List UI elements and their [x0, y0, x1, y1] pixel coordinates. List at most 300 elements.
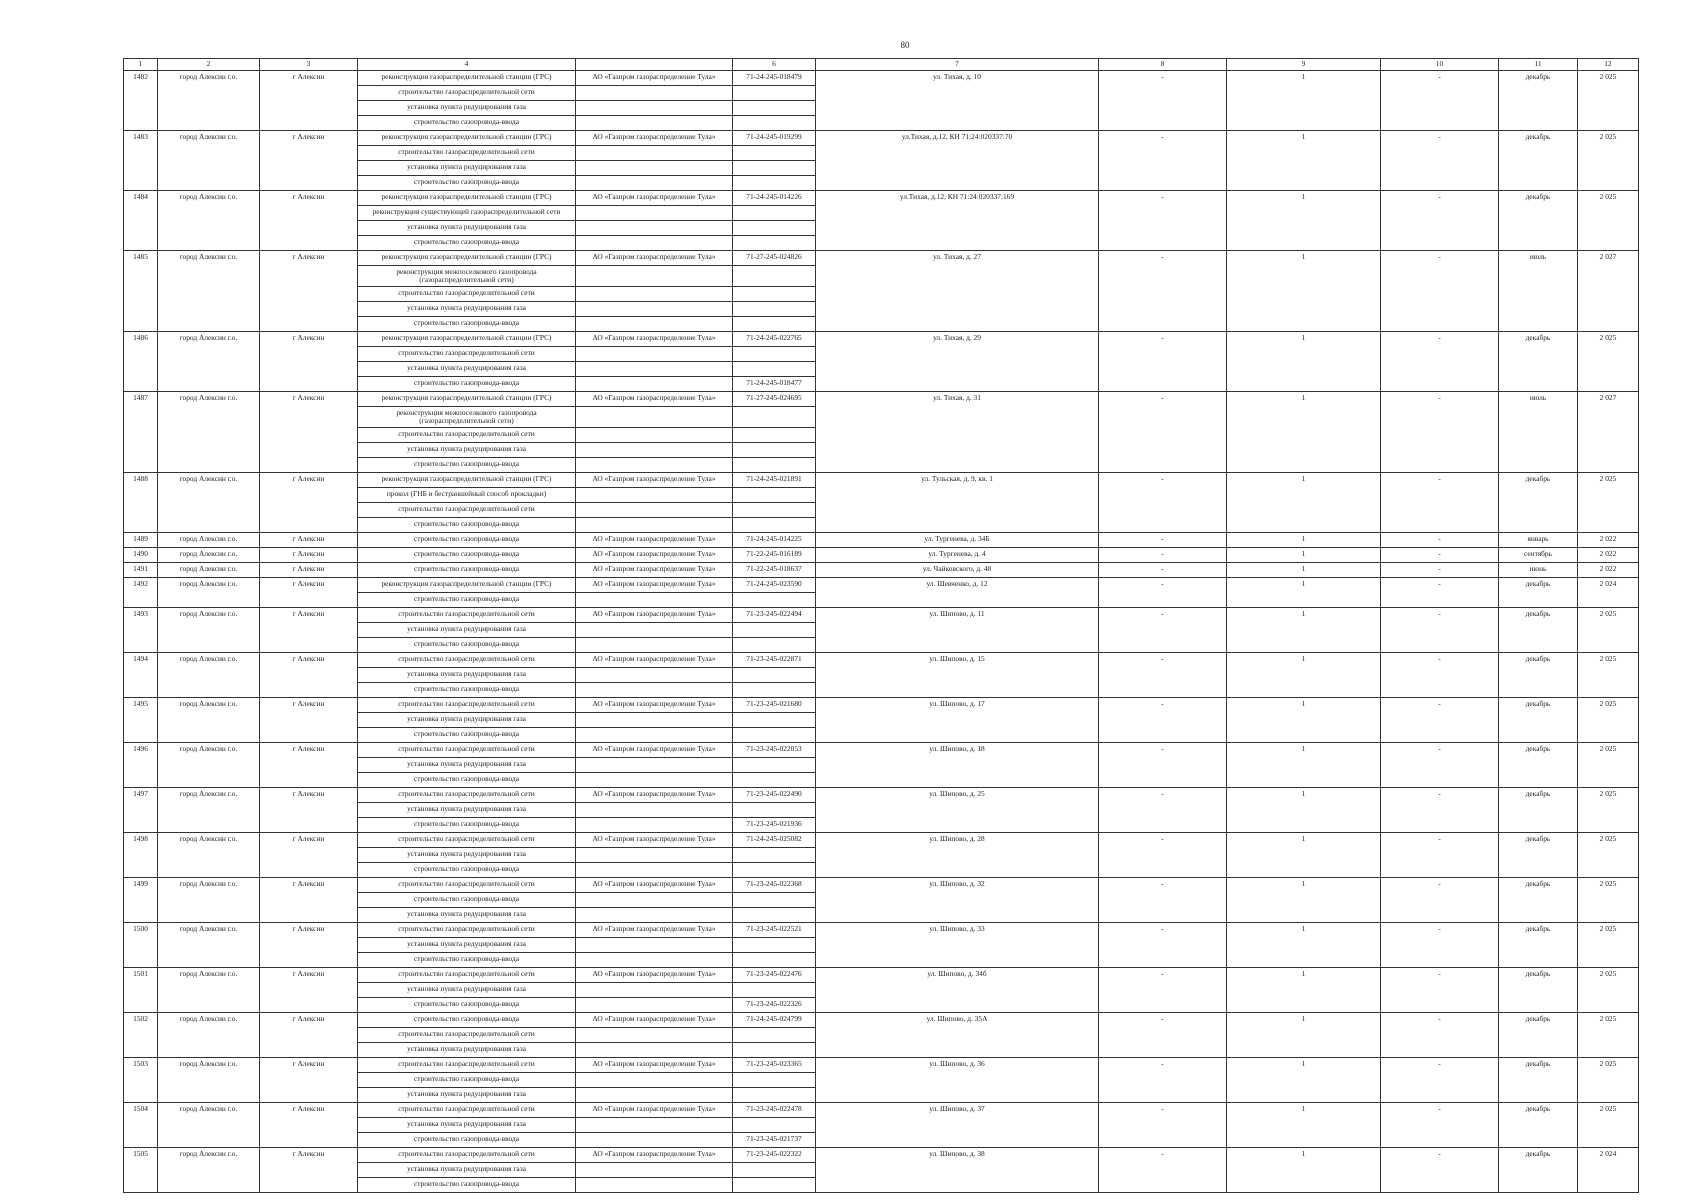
cadastral-code-cell — [733, 458, 816, 473]
year-cell: 2 025 — [1578, 608, 1639, 653]
work-type-cell: установка пункта редуцирования газа — [358, 362, 576, 377]
municipality-cell: город Алексин г.о. — [158, 191, 260, 251]
organization-cell — [576, 893, 733, 908]
settlement-cell: г Алексин — [260, 743, 358, 788]
month-cell: июнь — [1499, 563, 1578, 578]
column-8-cell: - — [1099, 1013, 1227, 1058]
column-10-cell: - — [1381, 1103, 1499, 1148]
work-type-cell: установка пункта редуцирования газа — [358, 1163, 576, 1178]
work-type-cell: строительство газопровода-ввода — [358, 728, 576, 743]
address-cell: ул. Чайковского, д. 48 — [816, 563, 1099, 578]
organization-cell — [576, 116, 733, 131]
work-type-cell: строительство газопровода-ввода — [358, 548, 576, 563]
table-row — [124, 788, 1639, 803]
row-number-cell: 1495 — [124, 698, 158, 743]
settlement-cell: г Алексин — [260, 548, 358, 563]
organization-cell — [576, 758, 733, 773]
municipality-cell: город Алексин г.о. — [158, 1058, 260, 1103]
cadastral-code-cell — [733, 1178, 816, 1193]
settlement-cell: г Алексин — [260, 698, 358, 743]
work-type-cell: строительство газораспределительной сети — [358, 923, 576, 938]
column-10-cell: - — [1381, 332, 1499, 392]
year-cell: 2 022 — [1578, 548, 1639, 563]
municipality-cell: город Алексин г.о. — [158, 608, 260, 653]
column-9-cell: 1 — [1227, 1058, 1381, 1103]
cadastral-code-cell — [733, 1088, 816, 1103]
column-10-cell: - — [1381, 608, 1499, 653]
column-10-cell: - — [1381, 191, 1499, 251]
year-cell: 2 025 — [1578, 698, 1639, 743]
column-9-cell: 1 — [1227, 131, 1381, 191]
organization-cell: АО «Газпром газораспределение Тула» — [576, 698, 733, 713]
work-type-cell: строительство газопровода-ввода — [358, 998, 576, 1013]
header-cell: 7 — [816, 59, 1099, 71]
header-cell: 8 — [1099, 59, 1227, 71]
row-number-cell: 1499 — [124, 878, 158, 923]
cadastral-code-cell — [733, 638, 816, 653]
work-type-cell: установка пункта редуцирования газа — [358, 908, 576, 923]
column-10-cell: - — [1381, 563, 1499, 578]
work-type-cell: установка пункта редуцирования газа — [358, 302, 576, 317]
work-type-cell: строительство газораспределительной сети — [358, 833, 576, 848]
column-10-cell: - — [1381, 878, 1499, 923]
settlement-cell: г Алексин — [260, 71, 358, 131]
year-cell: 2 024 — [1578, 1148, 1639, 1193]
organization-cell — [576, 863, 733, 878]
cadastral-code-cell: 71-23-245-022368 — [733, 878, 816, 893]
organization-cell — [576, 593, 733, 608]
organization-cell — [576, 623, 733, 638]
work-type-cell: реконструкция газораспределительной станции (ГРС) — [358, 131, 576, 146]
month-cell: декабрь — [1499, 473, 1578, 533]
organization-cell — [576, 1028, 733, 1043]
cadastral-code-cell: 71-23-245-021680 — [733, 698, 816, 713]
municipality-cell: город Алексин г.о. — [158, 833, 260, 878]
organization-cell — [576, 803, 733, 818]
organization-cell — [576, 1043, 733, 1058]
organization-cell — [576, 1163, 733, 1178]
work-type-cell: реконструкция газораспределительной станции (ГРС) — [358, 578, 576, 593]
column-10-cell: - — [1381, 392, 1499, 473]
work-type-cell: установка пункта редуцирования газа — [358, 443, 576, 458]
address-cell: ул. Шипово, д. 32 — [816, 878, 1099, 923]
cadastral-code-cell: 71-23-245-022490 — [733, 788, 816, 803]
row-number-cell: 1493 — [124, 608, 158, 653]
cadastral-code-cell — [733, 863, 816, 878]
address-cell: ул.Тихая, д.12, КН 71:24:020337:169 — [816, 191, 1099, 251]
cadastral-code-cell: 71-23-245-023365 — [733, 1058, 816, 1073]
cadastral-code-cell — [733, 893, 816, 908]
organization-cell — [576, 428, 733, 443]
cadastral-code-cell — [733, 1073, 816, 1088]
organization-cell — [576, 1133, 733, 1148]
cadastral-code-cell: 71-22-245-016189 — [733, 548, 816, 563]
gas-works-table — [123, 58, 1639, 1193]
organization-cell — [576, 161, 733, 176]
address-cell: ул. Шипово, д. 25 — [816, 788, 1099, 833]
organization-cell: АО «Газпром газораспределение Тула» — [576, 1058, 733, 1073]
work-type-cell: установка пункта редуцирования газа — [358, 803, 576, 818]
municipality-cell: город Алексин г.о. — [158, 392, 260, 473]
column-8-cell: - — [1099, 923, 1227, 968]
column-9-cell: 1 — [1227, 923, 1381, 968]
work-type-cell: строительство газораспределительной сети — [358, 1028, 576, 1043]
column-9-cell: 1 — [1227, 833, 1381, 878]
month-cell: сентябрь — [1499, 548, 1578, 563]
organization-cell — [576, 362, 733, 377]
organization-cell — [576, 953, 733, 968]
work-type-cell: строительство газораспределительной сети — [358, 287, 576, 302]
table-row — [124, 608, 1639, 623]
column-9-cell: 1 — [1227, 608, 1381, 653]
table-row — [124, 968, 1639, 983]
organization-cell: АО «Газпром газораспределение Тула» — [576, 653, 733, 668]
organization-cell — [576, 101, 733, 116]
month-cell: декабрь — [1499, 923, 1578, 968]
row-number-cell: 1503 — [124, 1058, 158, 1103]
month-cell: июль — [1499, 392, 1578, 473]
work-type-cell: строительство газораспределительной сети — [358, 788, 576, 803]
municipality-cell: город Алексин г.о. — [158, 563, 260, 578]
column-8-cell: - — [1099, 191, 1227, 251]
cadastral-code-cell — [733, 161, 816, 176]
header-cell: 6 — [733, 59, 816, 71]
header-cell: 9 — [1227, 59, 1381, 71]
municipality-cell: город Алексин г.о. — [158, 473, 260, 533]
organization-cell — [576, 347, 733, 362]
table-row — [124, 473, 1639, 488]
work-type-cell: строительство газопровода-ввода — [358, 317, 576, 332]
cadastral-code-cell — [733, 503, 816, 518]
work-type-cell: строительство газопровода-ввода — [358, 818, 576, 833]
organization-cell — [576, 713, 733, 728]
municipality-cell: город Алексин г.о. — [158, 578, 260, 608]
cadastral-code-cell — [733, 758, 816, 773]
settlement-cell: г Алексин — [260, 332, 358, 392]
cadastral-code-cell — [733, 773, 816, 788]
work-type-cell: строительство газораспределительной сети — [358, 146, 576, 161]
row-number-cell: 1492 — [124, 578, 158, 608]
organization-cell: АО «Газпром газораспределение Тула» — [576, 563, 733, 578]
organization-cell — [576, 236, 733, 251]
municipality-cell: город Алексин г.о. — [158, 968, 260, 1013]
column-9-cell: 1 — [1227, 563, 1381, 578]
year-cell: 2 025 — [1578, 878, 1639, 923]
table-row — [124, 833, 1639, 848]
settlement-cell: г Алексин — [260, 578, 358, 608]
settlement-cell: г Алексин — [260, 1103, 358, 1148]
work-type-cell: реконструкция газораспределительной станции (ГРС) — [358, 191, 576, 206]
settlement-cell: г Алексин — [260, 533, 358, 548]
column-10-cell: - — [1381, 1148, 1499, 1193]
column-10-cell: - — [1381, 923, 1499, 968]
work-type-cell: строительство газораспределительной сети — [358, 743, 576, 758]
organization-cell: АО «Газпром газораспределение Тула» — [576, 131, 733, 146]
year-cell: 2 025 — [1578, 191, 1639, 251]
header-cell: 10 — [1381, 59, 1499, 71]
cadastral-code-cell: 71-23-245-022476 — [733, 968, 816, 983]
header-row — [124, 59, 1639, 71]
column-9-cell: 1 — [1227, 71, 1381, 131]
municipality-cell: город Алексин г.о. — [158, 548, 260, 563]
organization-cell: АО «Газпром газораспределение Тула» — [576, 392, 733, 407]
work-type-cell: установка пункта редуцирования газа — [358, 758, 576, 773]
settlement-cell: г Алексин — [260, 191, 358, 251]
column-9-cell: 1 — [1227, 788, 1381, 833]
settlement-cell: г Алексин — [260, 251, 358, 332]
cadastral-code-cell: 71-27-245-024826 — [733, 251, 816, 266]
work-type-cell: строительство газопровода-ввода — [358, 236, 576, 251]
municipality-cell: город Алексин г.о. — [158, 788, 260, 833]
cadastral-code-cell — [733, 1028, 816, 1043]
month-cell: декабрь — [1499, 1148, 1578, 1193]
work-type-cell: реконструкция газораспределительной станции (ГРС) — [358, 71, 576, 86]
work-type-cell: строительство газопровода-ввода — [358, 593, 576, 608]
column-8-cell: - — [1099, 563, 1227, 578]
table-row — [124, 1148, 1639, 1163]
month-cell: декабрь — [1499, 71, 1578, 131]
table-row — [124, 578, 1639, 593]
work-type-cell: строительство газопровода-ввода — [358, 1133, 576, 1148]
cadastral-code-cell — [733, 302, 816, 317]
column-9-cell: 1 — [1227, 392, 1381, 473]
cadastral-code-cell — [733, 176, 816, 191]
header-cell: 3 — [260, 59, 358, 71]
organization-cell — [576, 998, 733, 1013]
column-10-cell: - — [1381, 833, 1499, 878]
row-number-cell: 1502 — [124, 1013, 158, 1058]
work-type-cell: установка пункта редуцирования газа — [358, 848, 576, 863]
row-number-cell: 1494 — [124, 653, 158, 698]
cadastral-code-cell — [733, 593, 816, 608]
column-8-cell: - — [1099, 698, 1227, 743]
column-9-cell: 1 — [1227, 878, 1381, 923]
column-9-cell: 1 — [1227, 578, 1381, 608]
header-cell: 11 — [1499, 59, 1578, 71]
row-number-cell: 1497 — [124, 788, 158, 833]
work-type-cell: установка пункта редуцирования газа — [358, 623, 576, 638]
cadastral-code-cell — [733, 713, 816, 728]
year-cell: 2 025 — [1578, 473, 1639, 533]
column-10-cell: - — [1381, 533, 1499, 548]
work-type-cell: строительство газораспределительной сети — [358, 878, 576, 893]
cadastral-code-cell — [733, 623, 816, 638]
month-cell: декабрь — [1499, 332, 1578, 392]
column-9-cell: 1 — [1227, 332, 1381, 392]
work-type-cell: установка пункта редуцирования газа — [358, 1043, 576, 1058]
organization-cell — [576, 848, 733, 863]
organization-cell — [576, 683, 733, 698]
cadastral-code-cell: 71-24-245-022765 — [733, 332, 816, 347]
year-cell: 2 025 — [1578, 743, 1639, 788]
address-cell: ул. Шипово, д. 34б — [816, 968, 1099, 1013]
organization-cell — [576, 266, 733, 287]
settlement-cell: г Алексин — [260, 1013, 358, 1058]
cadastral-code-cell: 71-23-245-022871 — [733, 653, 816, 668]
table-row — [124, 1058, 1639, 1073]
month-cell: декабрь — [1499, 1103, 1578, 1148]
column-8-cell: - — [1099, 578, 1227, 608]
cadastral-code-cell — [733, 488, 816, 503]
municipality-cell: город Алексин г.о. — [158, 533, 260, 548]
work-type-cell: установка пункта редуцирования газа — [358, 668, 576, 683]
row-number-cell: 1505 — [124, 1148, 158, 1193]
column-10-cell: - — [1381, 653, 1499, 698]
organization-cell — [576, 668, 733, 683]
column-10-cell: - — [1381, 131, 1499, 191]
year-cell: 2 025 — [1578, 653, 1639, 698]
column-10-cell: - — [1381, 578, 1499, 608]
organization-cell: АО «Газпром газораспределение Тула» — [576, 878, 733, 893]
cadastral-code-cell — [733, 407, 816, 428]
cadastral-code-cell — [733, 938, 816, 953]
header-cell: 4 — [358, 59, 576, 71]
organization-cell: АО «Газпром газораспределение Тула» — [576, 533, 733, 548]
month-cell: декабрь — [1499, 743, 1578, 788]
organization-cell — [576, 938, 733, 953]
address-cell: ул. Тихая, д. 10 — [816, 71, 1099, 131]
settlement-cell: г Алексин — [260, 392, 358, 473]
page-number: 80 — [900, 40, 910, 50]
row-number-cell: 1500 — [124, 923, 158, 968]
table-row — [124, 653, 1639, 668]
municipality-cell: город Алексин г.о. — [158, 332, 260, 392]
month-cell: декабрь — [1499, 653, 1578, 698]
table-row — [124, 131, 1639, 146]
row-number-cell: 1486 — [124, 332, 158, 392]
municipality-cell: город Алексин г.о. — [158, 251, 260, 332]
work-type-cell: реконструкция газораспределительной станции (ГРС) — [358, 332, 576, 347]
organization-cell — [576, 488, 733, 503]
column-9-cell: 1 — [1227, 1148, 1381, 1193]
organization-cell — [576, 1178, 733, 1193]
column-8-cell: - — [1099, 392, 1227, 473]
row-number-cell: 1484 — [124, 191, 158, 251]
cadastral-code-cell — [733, 347, 816, 362]
cadastral-code-cell — [733, 848, 816, 863]
month-cell: июль — [1499, 251, 1578, 332]
year-cell: 2 025 — [1578, 71, 1639, 131]
cadastral-code-cell — [733, 266, 816, 287]
cadastral-code-cell: 71-22-245-018637 — [733, 563, 816, 578]
cadastral-code-cell: 71-24-245-025082 — [733, 833, 816, 848]
column-10-cell: - — [1381, 1013, 1499, 1058]
address-cell: ул. Шипово, д. 37 — [816, 1103, 1099, 1148]
month-cell: декабрь — [1499, 1013, 1578, 1058]
work-type-cell: установка пункта редуцирования газа — [358, 1088, 576, 1103]
column-8-cell: - — [1099, 473, 1227, 533]
cadastral-code-cell — [733, 206, 816, 221]
table-row — [124, 332, 1639, 347]
organization-cell: АО «Газпром газораспределение Тула» — [576, 332, 733, 347]
work-type-cell: установка пункта редуцирования газа — [358, 713, 576, 728]
cadastral-code-cell: 71-23-245-021737 — [733, 1133, 816, 1148]
work-type-cell: строительство газораспределительной сети — [358, 968, 576, 983]
cadastral-code-cell: 71-24-245-024799 — [733, 1013, 816, 1028]
year-cell: 2 022 — [1578, 533, 1639, 548]
cadastral-code-cell — [733, 428, 816, 443]
column-10-cell: - — [1381, 1058, 1499, 1103]
organization-cell — [576, 1118, 733, 1133]
column-10-cell: - — [1381, 698, 1499, 743]
municipality-cell: город Алексин г.о. — [158, 1103, 260, 1148]
month-cell: декабрь — [1499, 833, 1578, 878]
cadastral-code-cell — [733, 317, 816, 332]
cadastral-code-cell — [733, 221, 816, 236]
cadastral-code-cell: 71-27-245-024695 — [733, 392, 816, 407]
organization-cell: АО «Газпром газораспределение Тула» — [576, 608, 733, 623]
work-type-cell: строительство газораспределительной сети — [358, 86, 576, 101]
column-9-cell: 1 — [1227, 548, 1381, 563]
year-cell: 2 025 — [1578, 1013, 1639, 1058]
work-type-cell: строительство газопровода-ввода — [358, 1178, 576, 1193]
table-row — [124, 392, 1639, 407]
cadastral-code-cell — [733, 728, 816, 743]
year-cell: 2 025 — [1578, 788, 1639, 833]
work-type-cell: установка пункта редуцирования газа — [358, 101, 576, 116]
work-type-cell: строительство газопровода-ввода — [358, 773, 576, 788]
table-row — [124, 71, 1639, 86]
settlement-cell: г Алексин — [260, 653, 358, 698]
address-cell: ул. Тургенева, д. 34Б — [816, 533, 1099, 548]
column-8-cell: - — [1099, 332, 1227, 392]
table-row — [124, 743, 1639, 758]
column-9-cell: 1 — [1227, 533, 1381, 548]
organization-cell: АО «Газпром газораспределение Тула» — [576, 578, 733, 593]
organization-cell — [576, 221, 733, 236]
year-cell: 2 025 — [1578, 968, 1639, 1013]
column-8-cell: - — [1099, 251, 1227, 332]
work-type-cell: реконструкция газораспределительной станции (ГРС) — [358, 473, 576, 488]
organization-cell: АО «Газпром газораспределение Тула» — [576, 923, 733, 938]
municipality-cell: город Алексин г.о. — [158, 131, 260, 191]
work-type-cell: реконструкция газораспределительной станции (ГРС) — [358, 392, 576, 407]
organization-cell — [576, 1088, 733, 1103]
cadastral-code-cell: 71-23-245-022322 — [733, 1148, 816, 1163]
work-type-cell: строительство газораспределительной сети — [358, 1058, 576, 1073]
year-cell: 2 025 — [1578, 1058, 1639, 1103]
address-cell: ул. Шипово, д. 11 — [816, 608, 1099, 653]
header-cell: 12 — [1578, 59, 1639, 71]
organization-cell — [576, 317, 733, 332]
organization-cell — [576, 302, 733, 317]
work-type-cell: строительство газопровода-ввода — [358, 863, 576, 878]
address-cell: ул. Шипово, д. 28 — [816, 833, 1099, 878]
municipality-cell: город Алексин г.о. — [158, 71, 260, 131]
column-8-cell: - — [1099, 533, 1227, 548]
cadastral-code-cell — [733, 116, 816, 131]
month-cell: декабрь — [1499, 578, 1578, 608]
work-type-cell: установка пункта редуцирования газа — [358, 221, 576, 236]
table-row — [124, 251, 1639, 266]
column-10-cell: - — [1381, 71, 1499, 131]
cadastral-code-cell: 71-24-245-018477 — [733, 377, 816, 392]
month-cell: декабрь — [1499, 968, 1578, 1013]
organization-cell — [576, 818, 733, 833]
municipality-cell: город Алексин г.о. — [158, 698, 260, 743]
organization-cell: АО «Газпром газораспределение Тула» — [576, 71, 733, 86]
address-cell: ул. Шипово, д. 35А — [816, 1013, 1099, 1058]
address-cell: ул. Тульская, д. 9, кв. 1 — [816, 473, 1099, 533]
column-8-cell: - — [1099, 1058, 1227, 1103]
column-8-cell: - — [1099, 968, 1227, 1013]
organization-cell — [576, 287, 733, 302]
header-cell: 1 — [124, 59, 158, 71]
column-8-cell: - — [1099, 71, 1227, 131]
row-number-cell: 1491 — [124, 563, 158, 578]
cadastral-code-cell: 71-24-245-019299 — [733, 131, 816, 146]
organization-cell: АО «Газпром газораспределение Тула» — [576, 833, 733, 848]
